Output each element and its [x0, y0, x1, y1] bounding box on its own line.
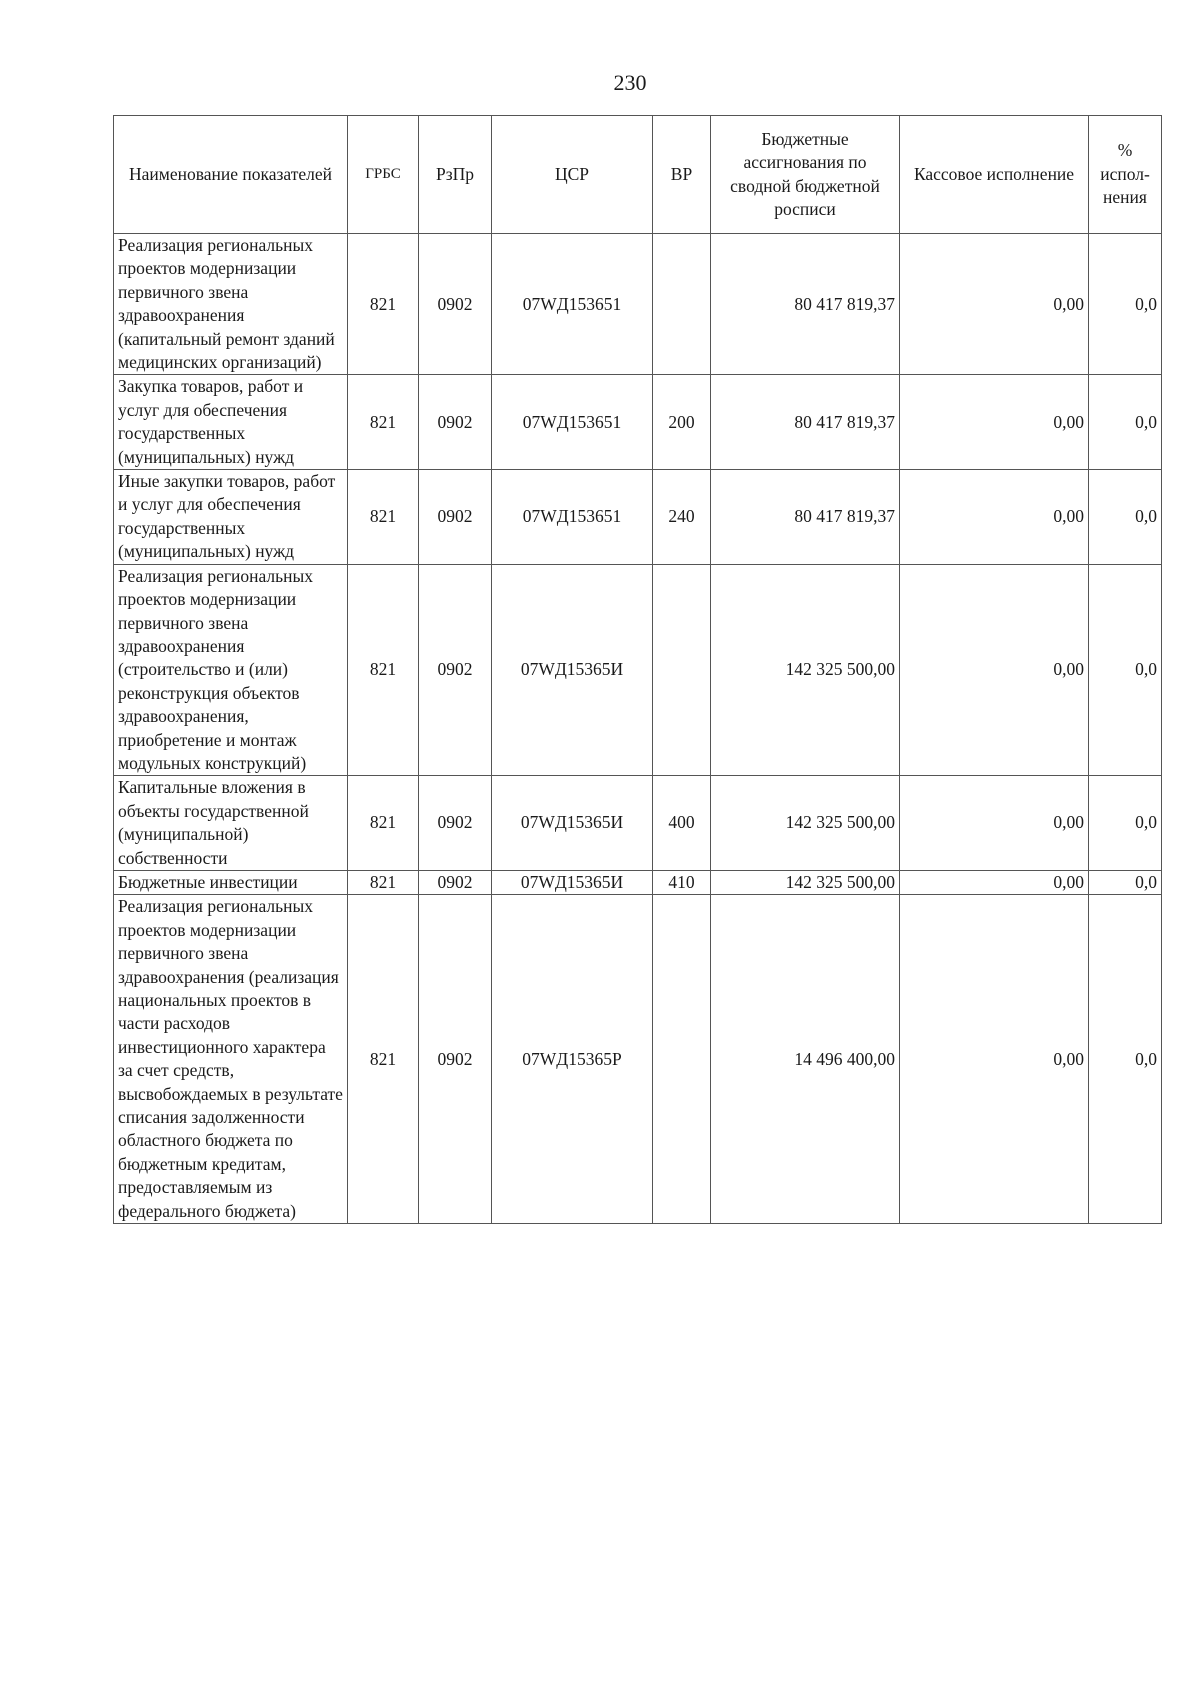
row-vr: 200 [653, 375, 711, 470]
table-header-row [114, 116, 1162, 234]
row-csr: 07WД15365И [492, 776, 653, 871]
row-name: Капитальные вложения в объекты государственной (муниципальной) собственности [114, 776, 348, 871]
row-vr [653, 234, 711, 375]
row-csr: 07WД15365Р [492, 895, 653, 1224]
header-csr: ЦСР [492, 116, 653, 234]
header-grbs: ГРБС [348, 116, 419, 234]
row-rzpr: 0902 [419, 776, 492, 871]
row-vr: 410 [653, 870, 711, 894]
header-rzpr: РзПр [419, 116, 492, 234]
row-csr: 07WД153651 [492, 375, 653, 470]
table-row [114, 564, 1162, 776]
header-assignments: Бюджетные ассигнования по сводной бюджетной росписи [711, 116, 900, 234]
row-rzpr: 0902 [419, 564, 492, 776]
row-vr: 400 [653, 776, 711, 871]
row-csr: 07WД15365И [492, 870, 653, 894]
row-rzpr: 0902 [419, 870, 492, 894]
row-assignments: 142 325 500,00 [711, 870, 900, 894]
table-row [114, 470, 1162, 565]
row-percent: 0,0 [1089, 375, 1162, 470]
row-name: Реализация региональных проектов модернизации первичного звена здравоохранения (строительство и (или) реконструкция объектов здравоохранения, приобретение и монтаж модульных конструкций) [114, 564, 348, 776]
row-rzpr: 0902 [419, 375, 492, 470]
row-rzpr: 0902 [419, 895, 492, 1224]
row-grbs: 821 [348, 375, 419, 470]
table-row [114, 870, 1162, 894]
page-number: 230 [613, 70, 647, 95]
row-grbs: 821 [348, 470, 419, 565]
table-row [114, 234, 1162, 375]
row-grbs: 821 [348, 895, 419, 1224]
row-assignments: 80 417 819,37 [711, 375, 900, 470]
row-percent: 0,0 [1089, 564, 1162, 776]
row-cash: 0,00 [900, 895, 1089, 1224]
row-name: Бюджетные инвестиции [114, 870, 348, 894]
row-csr: 07WД153651 [492, 234, 653, 375]
row-vr [653, 895, 711, 1224]
row-cash: 0,00 [900, 234, 1089, 375]
row-assignments: 142 325 500,00 [711, 564, 900, 776]
table-row [114, 776, 1162, 871]
row-cash: 0,00 [900, 870, 1089, 894]
row-csr: 07WД153651 [492, 470, 653, 565]
row-name: Реализация региональных проектов модернизации первичного звена здравоохранения (капитальный ремонт зданий медицинских организаций) [114, 234, 348, 375]
row-assignments: 14 496 400,00 [711, 895, 900, 1224]
row-cash: 0,00 [900, 564, 1089, 776]
row-percent: 0,0 [1089, 470, 1162, 565]
row-name: Иные закупки товаров, работ и услуг для обеспечения государственных (муниципальных) нужд [114, 470, 348, 565]
row-rzpr: 0902 [419, 234, 492, 375]
budget-execution-table [113, 115, 1162, 1224]
row-assignments: 80 417 819,37 [711, 470, 900, 565]
row-grbs: 821 [348, 564, 419, 776]
row-percent: 0,0 [1089, 870, 1162, 894]
header-vr: ВР [653, 116, 711, 234]
table-row [114, 375, 1162, 470]
row-cash: 0,00 [900, 470, 1089, 565]
row-vr: 240 [653, 470, 711, 565]
header-percent: % испол-нения [1089, 116, 1162, 234]
row-name: Реализация региональных проектов модернизации первичного звена здравоохранения (реализация национальных проектов в части расходов инвестиционного характера за счет средств, высвобождаемых в результате списания задолженности областного бюджета по бюджетным кредитам, предоставляемым из федерального бюджета) [114, 895, 348, 1224]
row-name: Закупка товаров, работ и услуг для обеспечения государственных (муниципальных) нужд [114, 375, 348, 470]
row-cash: 0,00 [900, 375, 1089, 470]
row-assignments: 80 417 819,37 [711, 234, 900, 375]
row-grbs: 821 [348, 870, 419, 894]
row-percent: 0,0 [1089, 776, 1162, 871]
row-grbs: 821 [348, 776, 419, 871]
row-vr [653, 564, 711, 776]
row-assignments: 142 325 500,00 [711, 776, 900, 871]
row-grbs: 821 [348, 234, 419, 375]
row-percent: 0,0 [1089, 895, 1162, 1224]
row-percent: 0,0 [1089, 234, 1162, 375]
row-csr: 07WД15365И [492, 564, 653, 776]
header-cash: Кассовое исполнение [900, 116, 1089, 234]
row-rzpr: 0902 [419, 470, 492, 565]
header-name: Наименование показателей [114, 116, 348, 234]
row-cash: 0,00 [900, 776, 1089, 871]
table-row [114, 895, 1162, 1224]
